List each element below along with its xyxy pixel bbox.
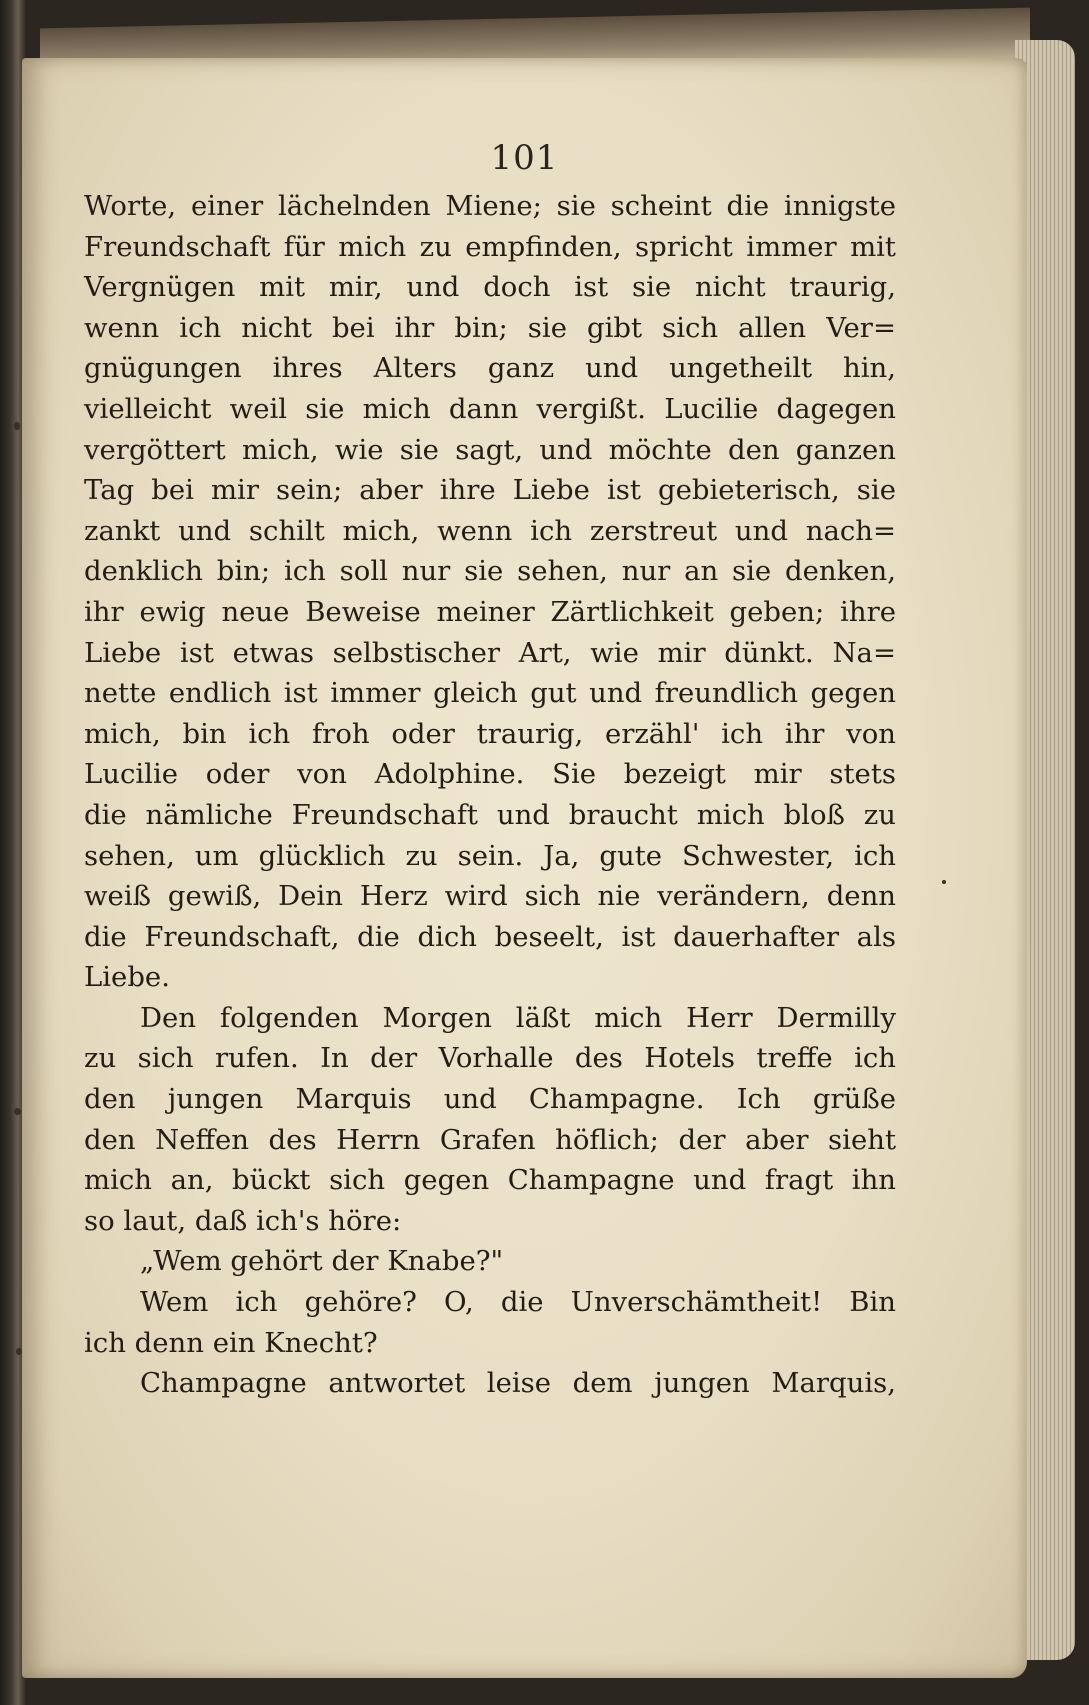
text-line: Vergnügen mit mir, und doch ist sie nicht traurig, (84, 271, 896, 304)
page-text (84, 186, 896, 1404)
text-line: gnügungen ihres Alters ganz und ungetheilt hin, (84, 352, 896, 385)
text-line: vielleicht weil sie mich dann vergißt. Lucilie dagegen (84, 392, 896, 425)
text-line: „Wem gehört der Knabe?" (140, 1245, 504, 1278)
text-line: mich, bin ich froh oder traurig, erzähl' ich ihr von (84, 717, 896, 750)
text-line: Champagne antwortet leise dem jungen Marquis, (140, 1367, 896, 1400)
text-line: Tag bei mir sein; aber ihre Liebe ist gebieterisch, sie (84, 474, 896, 507)
text-line: Lucilie oder von Adolphine. Sie bezeigt mir stets (84, 758, 896, 791)
text-line: Freundschaft für mich zu empfinden, spricht immer mit (84, 230, 896, 263)
text-line: Wem ich gehöre? O, die Unverschämtheit! Bin (140, 1286, 896, 1319)
text-line: Liebe. (84, 961, 170, 994)
paper-speck (14, 422, 20, 430)
text-line: den Neffen des Herrn Grafen höflich; der aber sieht (84, 1123, 896, 1156)
text-line: so laut, daß ich's höre: (84, 1204, 402, 1237)
text-line: nette endlich ist immer gleich gut und freundlich gegen (84, 677, 896, 710)
text-line: vergöttert mich, wie sie sagt, und möchte den ganzen (84, 433, 896, 466)
text-line: die nämliche Freundschaft und braucht mich bloß zu (84, 798, 896, 831)
text-line: wenn ich nicht bei ihr bin; sie gibt sich allen Ver= (84, 311, 896, 344)
text-line: denklich bin; ich soll nur sie sehen, nur an sie denken, (84, 555, 896, 588)
paper-speck (16, 1348, 22, 1355)
text-line: ich denn ein Knecht? (84, 1326, 378, 1359)
text-line: weiß gewiß, Dein Herz wird sich nie verändern, denn (84, 880, 896, 913)
text-line: Den folgenden Morgen läßt mich Herr Dermilly (140, 1001, 896, 1034)
book-page (22, 58, 1027, 1678)
paper-speck (14, 1108, 21, 1115)
text-line: Liebe ist etwas selbstischer Art, wie mir dünkt. Na= (84, 636, 896, 669)
text-line: Worte, einer lächelnden Miene; sie scheint die innigste (84, 190, 896, 222)
paper-speck (942, 880, 946, 884)
text-line: den jungen Marquis und Champagne. Ich grüße (84, 1083, 896, 1116)
text-line: die Freundschaft, die dich beseelt, ist dauerhafter als (84, 920, 896, 953)
text-line: zu sich rufen. In der Vorhalle des Hotels treffe ich (84, 1042, 896, 1075)
text-line: mich an, bückt sich gegen Champagne und fragt ihn (84, 1164, 896, 1197)
page-number: 101 (490, 138, 559, 178)
text-line: zankt und schilt mich, wenn ich zerstreut und nach= (84, 514, 896, 547)
text-line: ihr ewig neue Beweise meiner Zärtlichkeit geben; ihre (84, 595, 896, 628)
text-line: sehen, um glücklich zu sein. Ja, gute Schwester, ich (84, 839, 896, 872)
